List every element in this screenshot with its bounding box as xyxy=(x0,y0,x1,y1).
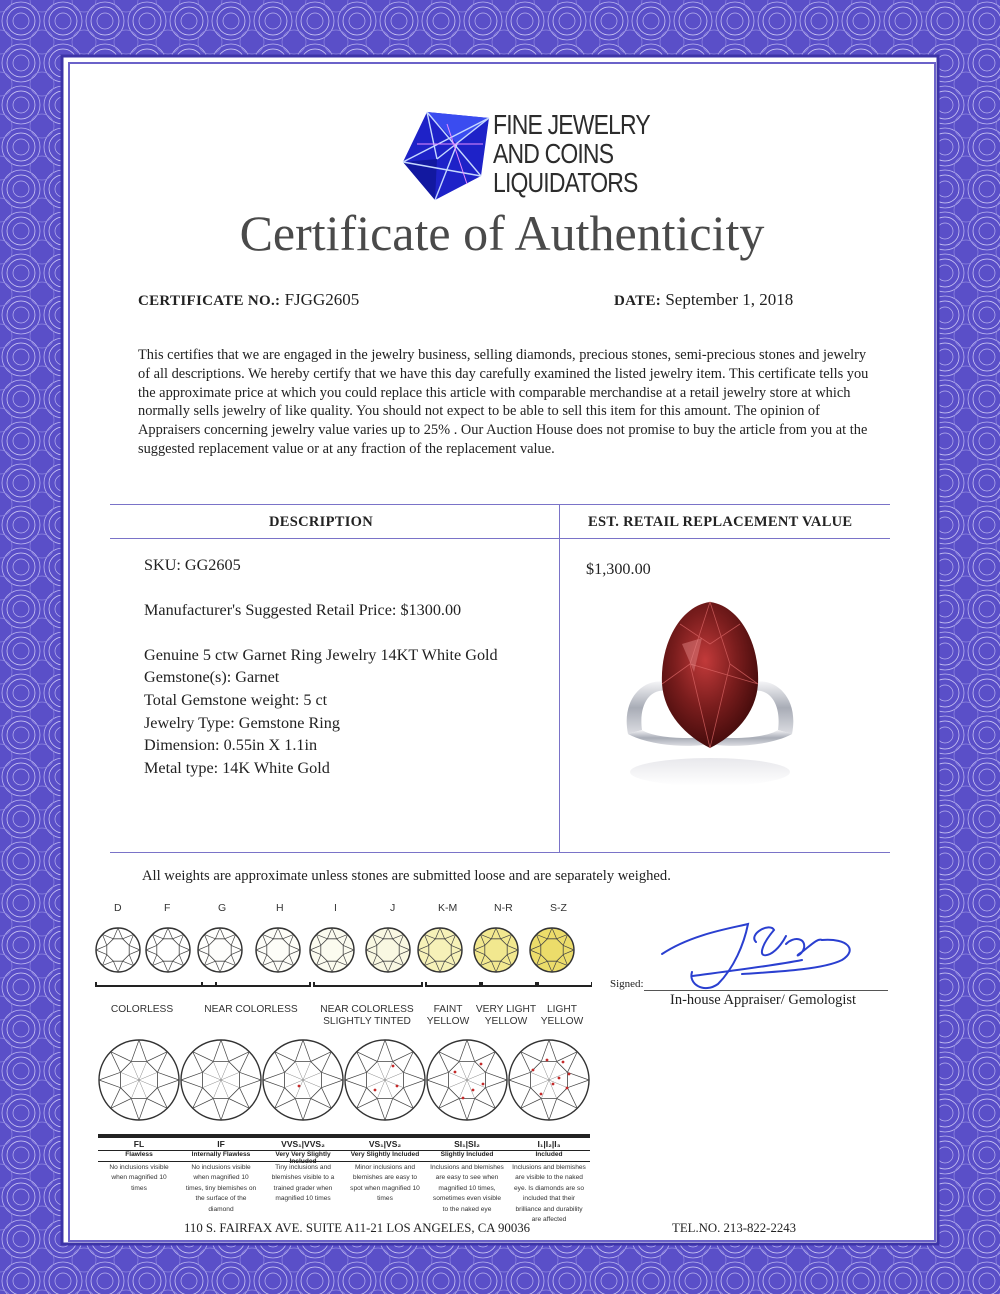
clarity-code: SI₁|SI₂ xyxy=(454,1139,480,1149)
inclusion-mark xyxy=(454,1071,457,1074)
color-group-label: NEAR COLORLESS SLIGHTLY TINTED xyxy=(320,1004,414,1028)
company-logo xyxy=(397,104,697,214)
clarity-diamond-icon xyxy=(427,1040,507,1120)
inclusion-mark xyxy=(558,1077,561,1080)
color-group-bracket xyxy=(426,982,480,986)
clarity-name: Internally Flawless xyxy=(191,1151,251,1158)
clarity-description: No inclusions visible when magnified 10 times xyxy=(109,1164,169,1192)
color-grade-label: H xyxy=(276,902,284,914)
color-grade-label: N-R xyxy=(494,902,513,914)
color-grade-label: K-M xyxy=(438,902,458,914)
clarity-description: Minor inclusions and blemishes are easy to spot when magnified 10 times xyxy=(350,1164,420,1203)
sku: SKU: GG2605 xyxy=(144,556,241,574)
color-stone-icon xyxy=(310,928,354,972)
color-grade-label: S-Z xyxy=(550,902,567,914)
inclusion-mark xyxy=(562,1061,565,1064)
signed-label: Signed: xyxy=(610,978,644,990)
color-stone-icon xyxy=(146,928,190,972)
color-grade-label: G xyxy=(218,902,227,914)
color-grade-label: D xyxy=(114,902,122,914)
color-group-bracket xyxy=(482,982,536,986)
color-stone-icon xyxy=(198,928,242,972)
table-top-rule xyxy=(110,504,890,505)
color-stone-icon xyxy=(474,928,518,972)
clarity-description: Inclusions and blemishes are easy to see when magnified 10 times, sometimes even visible to the naked eye xyxy=(430,1164,504,1213)
inclusion-mark xyxy=(546,1059,549,1062)
certificate-date xyxy=(614,290,793,310)
msrp: Manufacturer's Suggested Retail Price: $1300.00 xyxy=(144,601,462,619)
clarity-code: VVS₁|VVS₂ xyxy=(281,1139,325,1149)
inclusion-mark xyxy=(480,1063,483,1066)
color-group-bracket xyxy=(96,982,216,986)
clarity-code: FL xyxy=(133,1139,145,1149)
gem-logo-icon xyxy=(397,104,497,204)
clarity-diamonds-row xyxy=(98,1034,594,1130)
clarity-diamond-icon xyxy=(509,1040,589,1120)
value-header: EST. RETAIL REPLACEMENT VALUE xyxy=(588,514,853,530)
garnet-ring-image xyxy=(610,584,810,794)
color-stones-row xyxy=(92,920,592,992)
clarity-description: Tiny inclusions and blemishes visible to a trained grader when magnified 10 times xyxy=(271,1164,335,1203)
table-column-divider xyxy=(559,504,560,852)
color-group-bracket xyxy=(314,982,422,986)
table-bottom-rule xyxy=(110,852,890,853)
inclusion-mark xyxy=(462,1097,465,1100)
detail-type: Jewelry Type: Gemstone Ring xyxy=(144,714,340,732)
replacement-value: $1,300.00 xyxy=(586,560,651,578)
certificate-number xyxy=(138,290,359,310)
color-grade-label: F xyxy=(164,902,171,914)
clarity-bar xyxy=(98,1134,590,1138)
color-group-label: LIGHT YELLOW xyxy=(540,1004,584,1028)
inclusion-mark xyxy=(482,1083,485,1086)
table-header-rule xyxy=(110,538,890,539)
date-value: September 1, 2018 xyxy=(665,290,794,309)
clarity-name: Very Slightly Included xyxy=(350,1151,420,1158)
inclusion-mark xyxy=(552,1083,555,1086)
color-stone-icon xyxy=(96,928,140,972)
weights-note: All weights are approximate unless stones are submitted loose and are separately weighed. xyxy=(142,868,671,884)
detail-gemstone: Gemstone(s): Garnet xyxy=(144,668,280,686)
color-stone-icon xyxy=(256,928,300,972)
inclusion-mark xyxy=(532,1069,535,1072)
clarity-name: Slightly Included xyxy=(440,1151,494,1158)
clarity-name: Flawless xyxy=(125,1151,153,1158)
clarity-name: Very Very Slightly Included xyxy=(275,1151,331,1165)
inclusion-mark xyxy=(396,1085,399,1088)
color-stone-icon xyxy=(366,928,410,972)
certificate-number-label: CERTIFICATE NO.: xyxy=(138,293,281,309)
color-stone-icon xyxy=(418,928,462,972)
footer-address: 110 S. FAIRFAX AVE. SUITE A11-21 LOS ANGELES, CA 90036 xyxy=(184,1221,531,1235)
date-label: DATE: xyxy=(614,293,662,309)
color-group-bracket xyxy=(202,982,310,986)
inclusion-mark xyxy=(392,1065,395,1068)
detail-weight: Total Gemstone weight: 5 ct xyxy=(144,691,328,709)
clarity-diamond-icon xyxy=(263,1040,343,1120)
clarity-name: Included xyxy=(535,1151,563,1158)
color-group-label: VERY LIGHT YELLOW xyxy=(475,1004,537,1028)
clarity-desc-rule xyxy=(98,1161,590,1162)
detail-title: Genuine 5 ctw Garnet Ring Jewelry 14KT White Gold xyxy=(144,646,498,664)
detail-metal: Metal type: 14K White Gold xyxy=(144,759,330,777)
clarity-description: No inclusions visible when magnified 10 times, tiny blemishes on the surface of the diamond xyxy=(185,1164,257,1213)
appraiser-title: In-house Appraiser/ Gemologist xyxy=(670,992,857,1008)
clarity-description: Inclusions and blemishes are visible to the naked eye. Is diamonds are so included that their brilliance and durability are affected xyxy=(512,1164,586,1224)
description-header: DESCRIPTION xyxy=(269,514,374,530)
signature-line xyxy=(644,990,888,991)
color-grade-label: J xyxy=(390,902,396,914)
certificate-number-value: FJGG2605 xyxy=(284,290,360,309)
logo-wordmark: FINE JEWELRY AND COINS LIQUIDATORS xyxy=(493,109,650,198)
appraiser-signature xyxy=(652,914,872,994)
page-title: Certificate of Authenticity xyxy=(239,205,765,261)
clarity-diamond-icon xyxy=(99,1040,179,1120)
inclusion-mark xyxy=(566,1087,569,1090)
clarity-diamond-icon xyxy=(181,1040,261,1120)
clarity-code: I₁|I₂|I₃ xyxy=(537,1139,561,1149)
detail-dimension: Dimension: 0.55in X 1.1in xyxy=(144,736,318,754)
color-stone-icon xyxy=(530,928,574,972)
clarity-diamond-icon xyxy=(345,1040,425,1120)
inclusion-mark xyxy=(374,1089,377,1092)
inclusion-mark xyxy=(568,1073,571,1076)
footer-telephone: TEL.NO. 213-822-2243 xyxy=(672,1221,797,1235)
color-group-label: COLORLESS xyxy=(110,1004,174,1015)
color-group-bracket xyxy=(538,982,592,986)
color-group-label: NEAR COLORLESS xyxy=(204,1004,298,1015)
clarity-code: VS₁|VS₂ xyxy=(368,1139,402,1149)
certificate-page xyxy=(68,62,936,1242)
color-group-label: FAINT YELLOW xyxy=(426,1004,470,1028)
inclusion-mark xyxy=(540,1093,543,1096)
inclusion-mark xyxy=(298,1085,301,1088)
certification-statement: This certifies that we are engaged in the jewelry business, selling diamonds, precious stones, semi-precious stones and jewelry of all descriptions. We hereby certify that we have this day carefully examined the listed jewelry item. This certificate tells you the approximate price at which you could replace this article with comparable merchandise at a retail jewelry store at which normally sells jewelry of like quality. You should not expect to be able to sell this item for this amount. The opinion of Appraisers concerning jewelry value varies up to 25% . Our Auction House does not promise to buy the article from you at the suggested replacement value or at any fraction of the replacement value. xyxy=(138,347,869,457)
clarity-code: IF xyxy=(217,1139,225,1149)
inclusion-mark xyxy=(472,1089,475,1092)
color-grade-label: I xyxy=(334,902,337,914)
